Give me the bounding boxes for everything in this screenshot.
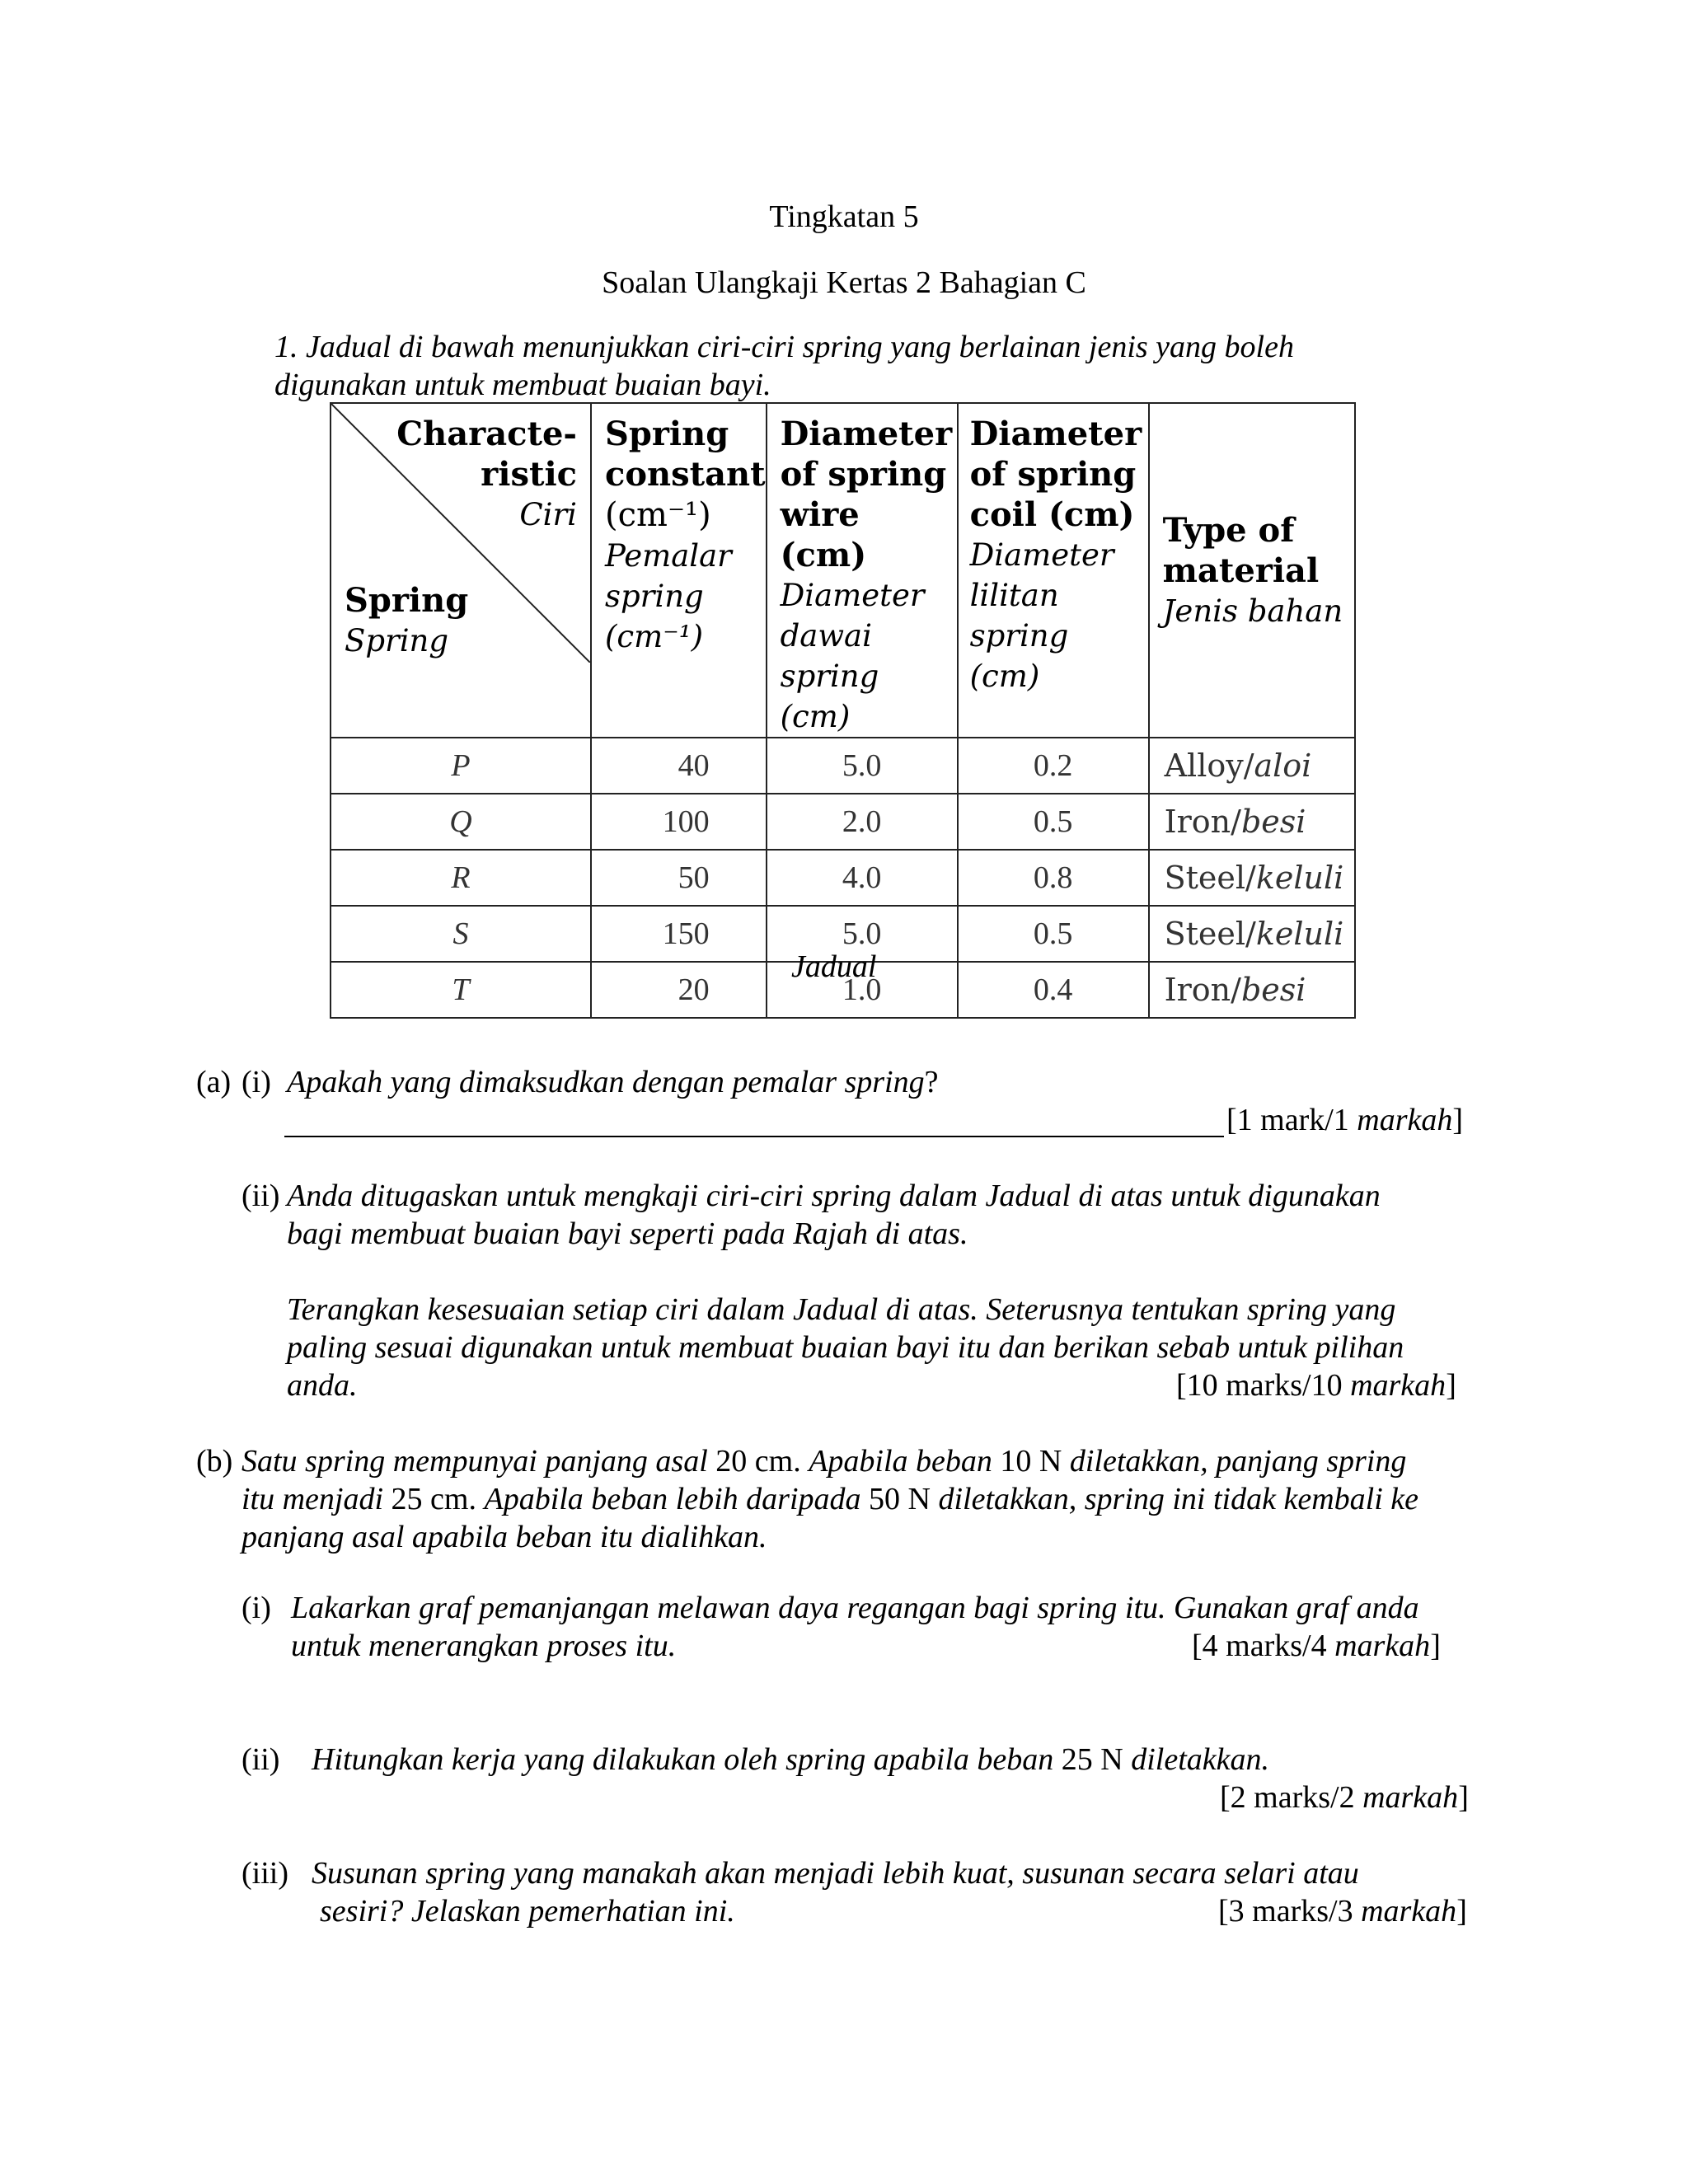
question-intro-line1: 1. Jadual di bawah menunjukkan ciri-ciri spring yang berlainan jenis yang boleh [274, 330, 1294, 364]
marks-text: [4 marks/4 [1192, 1629, 1335, 1663]
corner-label-ms: Ciri [519, 497, 577, 532]
marks-text-it: markah [1362, 1780, 1459, 1815]
marks-text: [2 marks/2 [1220, 1780, 1363, 1815]
cell-material [1149, 738, 1355, 794]
material-ms: aloi [1254, 748, 1312, 784]
corner-spring-label [345, 580, 468, 661]
corner-label-en2: ristic [481, 455, 577, 494]
cell-coil: 0.2 [958, 738, 1149, 794]
header-text: of spring [969, 455, 1137, 494]
header-text-ms: (cm⁻¹) [605, 619, 704, 654]
marks-text: ] [1456, 1894, 1467, 1929]
cell-coil: 0.5 [958, 906, 1149, 962]
cell-spring: P [331, 738, 591, 794]
part-a-label: (a) [196, 1065, 232, 1099]
cell-constant: 20 [591, 962, 767, 1018]
header-material-type [1149, 403, 1355, 738]
part-a-ii-marks [1176, 1366, 1456, 1404]
part-b-line1 [241, 1442, 1406, 1480]
material-ms: keluli [1255, 860, 1344, 896]
header-text-ms: spring [605, 579, 704, 614]
part-a-i-text: Apakah yang dimaksudkan dengan pemalar spring [287, 1065, 925, 1099]
marks-text-it: markah [1334, 1629, 1431, 1663]
header-text-ms: spring (cm) [780, 658, 879, 734]
cell-spring: S [331, 906, 591, 962]
marks-text: [3 marks/3 [1218, 1894, 1362, 1929]
corner-spring-en: Spring [345, 581, 469, 620]
part-b-i-line1: Lakarkan graf pemanjangan melawan daya regangan bagi spring itu. Gunakan graf anda [291, 1591, 1419, 1625]
cell-constant: 50 [591, 850, 767, 906]
header-unit: (cm⁻¹) [605, 496, 711, 534]
part-a-i-qmark: ? [924, 1065, 939, 1099]
cell-spring: T [331, 962, 591, 1018]
header-text: wire (cm) [780, 495, 867, 574]
table-row [331, 738, 1355, 794]
corner-header-cell [331, 403, 591, 738]
cell-coil: 0.4 [958, 962, 1149, 1018]
answer-line[interactable] [284, 1136, 1224, 1137]
marks-text: [10 marks/10 [1176, 1368, 1351, 1403]
part-b-iii-marks [1218, 1892, 1467, 1930]
page-subtitle: Soalan Ulangkaji Kertas 2 Bahagian C [602, 265, 1086, 300]
spring-table [330, 402, 1356, 1019]
cell-material [1149, 962, 1355, 1018]
table-row [331, 850, 1355, 906]
part-b-value: 20 cm. [715, 1444, 801, 1479]
part-b-value: 50 N [869, 1482, 931, 1516]
corner-label-en1: Characte- [396, 415, 577, 453]
material-en: Steel/ [1164, 916, 1256, 952]
part-b-value: 10 N [1000, 1444, 1062, 1479]
part-b-line2 [241, 1480, 1418, 1518]
part-b-i-line2: untuk menerangkan proses itu. [291, 1629, 677, 1663]
part-a-i-question [287, 1063, 939, 1101]
header-text-ms: spring (cm) [969, 618, 1069, 694]
part-b-iii-line2: sesiri? Jelaskan pemerhatian ini. [320, 1894, 735, 1929]
header-coil-diameter [958, 403, 1149, 738]
cell-wire: 1.0 [767, 962, 958, 1018]
part-b-iii-label: (iii) [241, 1856, 288, 1891]
cell-material [1149, 906, 1355, 962]
material-en: Iron/ [1164, 972, 1241, 1008]
table-header-row [331, 403, 1355, 738]
header-wire-diameter [767, 403, 958, 738]
marks-text: ] [1430, 1629, 1441, 1663]
part-b-value: 25 N [1061, 1742, 1123, 1777]
part-b-value: 25 cm. [391, 1482, 476, 1516]
corner-characteristic-label [396, 414, 577, 535]
cell-coil: 0.5 [958, 794, 1149, 850]
part-b-label: (b) [196, 1444, 233, 1479]
question-intro-line2: digunakan untuk membuat buaian bayi. [274, 368, 771, 402]
table-caption: Jadual [791, 949, 877, 984]
material-en: Alloy/ [1164, 748, 1254, 784]
cell-material [1149, 794, 1355, 850]
table-row [331, 794, 1355, 850]
header-text: constant [605, 455, 766, 494]
part-a-ii-line5: anda. [287, 1368, 358, 1403]
marks-text: ] [1452, 1103, 1464, 1137]
cell-wire: 4.0 [767, 850, 958, 906]
part-b-i-marks [1192, 1627, 1441, 1665]
part-a-i-label: (i) [241, 1065, 271, 1099]
header-text-ms: Diameter [780, 578, 925, 613]
header-text: Type of [1162, 510, 1295, 550]
marks-text: [1 mark/1 [1226, 1103, 1357, 1137]
header-text: Diameter [969, 415, 1142, 453]
part-b-ii-label: (ii) [241, 1742, 280, 1777]
cell-coil: 0.8 [958, 850, 1149, 906]
page-form-title: Tingkatan 5 [769, 199, 919, 234]
cell-wire: 2.0 [767, 794, 958, 850]
cell-constant: 100 [591, 794, 767, 850]
part-b-text: diletakkan. [1131, 1742, 1269, 1777]
part-b-text: diletakkan, panjang spring [1069, 1444, 1407, 1479]
cell-wire: 5.0 [767, 906, 958, 962]
part-b-i-label: (i) [241, 1591, 271, 1625]
part-b-text: Apabila beban [809, 1444, 992, 1479]
marks-text-it: markah [1357, 1103, 1453, 1137]
cell-wire: 5.0 [767, 738, 958, 794]
material-ms: besi [1240, 972, 1306, 1008]
marks-text-it: markah [1361, 1894, 1457, 1929]
part-a-ii-line4: paling sesuai digunakan untuk membuat buaian bayi itu dan berikan sebab untuk pilihan [287, 1330, 1404, 1365]
part-a-ii-line2: bagi membuat buaian bayi seperti pada Rajah di atas. [287, 1216, 968, 1251]
header-text: Spring [605, 415, 729, 453]
part-b-ii-marks [1220, 1779, 1469, 1816]
header-text: Diameter [780, 415, 953, 453]
material-ms: keluli [1255, 916, 1344, 952]
header-text: material [1162, 551, 1320, 590]
cell-spring: Q [331, 794, 591, 850]
header-text-ms: lilitan [969, 578, 1059, 613]
header-text-ms: Diameter [969, 537, 1114, 573]
header-text-ms: Jenis bahan [1162, 593, 1343, 629]
part-b-text: Satu spring mempunyai panjang asal [241, 1444, 708, 1479]
cell-material [1149, 850, 1355, 906]
part-b-text: Hitungkan kerja yang dilakukan oleh spring apabila beban [312, 1742, 1054, 1777]
part-b-text: Apabila beban lebih daripada [484, 1482, 861, 1516]
marks-text-it: markah [1350, 1368, 1447, 1403]
part-a-ii-line3: Terangkan kesesuaian setiap ciri dalam Jadual di atas. Seterusnya tentukan spring yang [287, 1292, 1396, 1327]
part-b-text: itu menjadi [241, 1482, 384, 1516]
material-ms: besi [1240, 804, 1306, 840]
header-text-ms: dawai [780, 618, 872, 654]
corner-spring-ms: Spring [345, 623, 449, 658]
cell-constant: 40 [591, 738, 767, 794]
part-a-ii-line1: Anda ditugaskan untuk mengkaji ciri-ciri spring dalam Jadual di atas untuk digunakan [287, 1179, 1381, 1213]
part-a-i-marks [1226, 1101, 1463, 1139]
part-b-text: diletakkan, spring ini tidak kembali ke [938, 1482, 1418, 1516]
cell-constant: 150 [591, 906, 767, 962]
header-spring-constant [591, 403, 767, 738]
material-en: Iron/ [1164, 804, 1241, 840]
part-a-ii-label: (ii) [241, 1179, 280, 1213]
cell-spring: R [331, 850, 591, 906]
marks-text: ] [1458, 1780, 1469, 1815]
material-en: Steel/ [1164, 860, 1256, 896]
part-b-ii-line [312, 1741, 1269, 1779]
marks-text: ] [1446, 1368, 1456, 1403]
header-text: coil (cm) [969, 495, 1135, 534]
part-b-line3: panjang asal apabila beban itu dialihkan. [241, 1520, 767, 1554]
header-text: of spring [780, 455, 947, 494]
header-text-ms: Pemalar [605, 538, 732, 574]
part-b-iii-line1: Susunan spring yang manakah akan menjadi lebih kuat, susunan secara selari atau [312, 1856, 1359, 1891]
